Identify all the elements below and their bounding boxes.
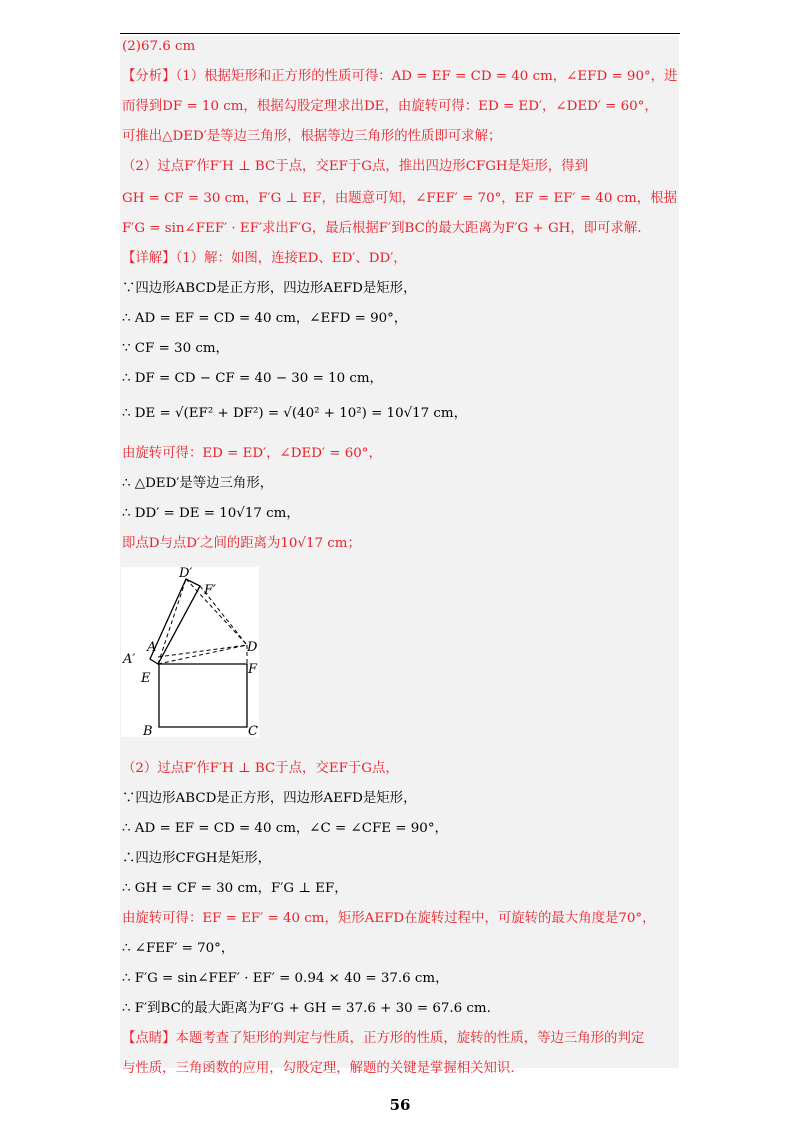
text-line: ∴ DF = CD − CF = 40 − 30 = 10 cm， xyxy=(122,371,383,386)
figure-svg xyxy=(121,567,259,737)
text-line: 可推出△DED′是等边三角形，根据等边三角形的性质即可求解； xyxy=(122,129,502,144)
page-number: 56 xyxy=(389,1096,411,1114)
text-line: ∴ DE = √(EF² + DF²) = √(40² + 10²) = 10√17 cm， xyxy=(122,406,468,421)
text-line: 由旋转可得：EF = EF′ = 40 cm，矩形AEFD在旋转过程中，可旋转的最大角度是70°， xyxy=(122,911,656,926)
label-Ap: A′ xyxy=(123,652,136,667)
text-line: ∴ DD′ = DE = 10√17 cm， xyxy=(122,506,300,521)
text-line: ∴ F′到BC的最大距离为F′G + GH = 37.6 + 30 = 67.6 cm. xyxy=(122,1001,491,1016)
line-AD xyxy=(158,645,247,657)
label-Fp: F′ xyxy=(204,583,216,598)
text-line: 即点D与点D′之间的距离为10√17 cm； xyxy=(122,536,361,551)
text-line: 【点睛】本题考查了矩形的判定与性质，正方形的性质，旋转的性质，等边三角形的判定 xyxy=(122,1031,645,1046)
text-line: 由旋转可得：ED = ED′，∠DED′ = 60°， xyxy=(122,446,382,461)
text-line: ∴ F′G = sin∠FEF′ · EF′ = 0.94 × 40 = 37.6 cm， xyxy=(122,971,449,986)
text-line: ∵四边形ABCD是正方形，四边形AEFD是矩形， xyxy=(122,281,417,296)
label-Dp: D′ xyxy=(179,567,193,581)
rotated-rectangle xyxy=(150,579,200,664)
label-F: F xyxy=(248,662,258,677)
text-line: F′G = sin∠FEF′ · EF′求出F′G，最后根据F′到BC的最大距离为F′G + GH，即可求解. xyxy=(122,221,642,236)
text-line: ∵ CF = 30 cm， xyxy=(122,341,229,356)
text-line: (2)67.6 cm xyxy=(122,39,196,54)
text-line: 与性质，三角函数的应用，勾股定理，解题的关键是掌握相关知识. xyxy=(122,1061,515,1076)
line-EDp xyxy=(158,579,186,664)
label-E: E xyxy=(141,671,151,686)
line-DpD xyxy=(186,579,247,645)
text-line: （2）过点F′作F′H ⊥ BC于点，交EF于G点， xyxy=(122,761,399,776)
label-A: A xyxy=(147,640,157,655)
line-ED xyxy=(158,645,247,664)
label-D: D xyxy=(247,640,258,655)
text-line: ∴ ∠FEF′ = 70°， xyxy=(122,941,235,956)
text-line: ∴ AD = EF = CD = 40 cm，∠EFD = 90°， xyxy=(122,311,408,326)
text-line: ∴ AD = EF = CD = 40 cm，∠C = ∠CFE = 90°， xyxy=(122,821,448,836)
text-line: ∴四边形CFGH是矩形， xyxy=(122,851,272,866)
text-line: ∴ GH = CF = 30 cm，F′G ⊥ EF， xyxy=(122,881,348,896)
geometry-figure xyxy=(121,567,259,737)
text-line: GH = CF = 30 cm，F′G ⊥ EF，由题意可知，∠FEF′ = 70°，EF = EF′ = 40 cm，根据 xyxy=(122,191,677,206)
text-line: 【分析】（1）根据矩形和正方形的性质可得：AD = EF = CD = 40 cm，∠EFD = 90°，进 xyxy=(122,69,678,84)
text-line: 而得到DF = 10 cm，根据勾股定理求出DE，由旋转可得：ED = ED′，∠DED′ = 60°， xyxy=(122,99,658,114)
text-line: 【详解】（1）解：如图，连接ED、ED′、DD′， xyxy=(122,251,407,266)
square-outline xyxy=(159,664,247,727)
top-rule xyxy=(120,33,680,34)
text-line: ∴ △DED′是等边三角形， xyxy=(122,476,274,491)
text-line: （2）过点F′作F′H ⊥ BC于点，交EF于G点，推出四边形CFGH是矩形，得到 xyxy=(122,159,588,174)
label-B: B xyxy=(143,724,153,737)
label-C: C xyxy=(248,724,258,737)
text-line: ∵四边形ABCD是正方形，四边形AEFD是矩形， xyxy=(122,791,417,806)
